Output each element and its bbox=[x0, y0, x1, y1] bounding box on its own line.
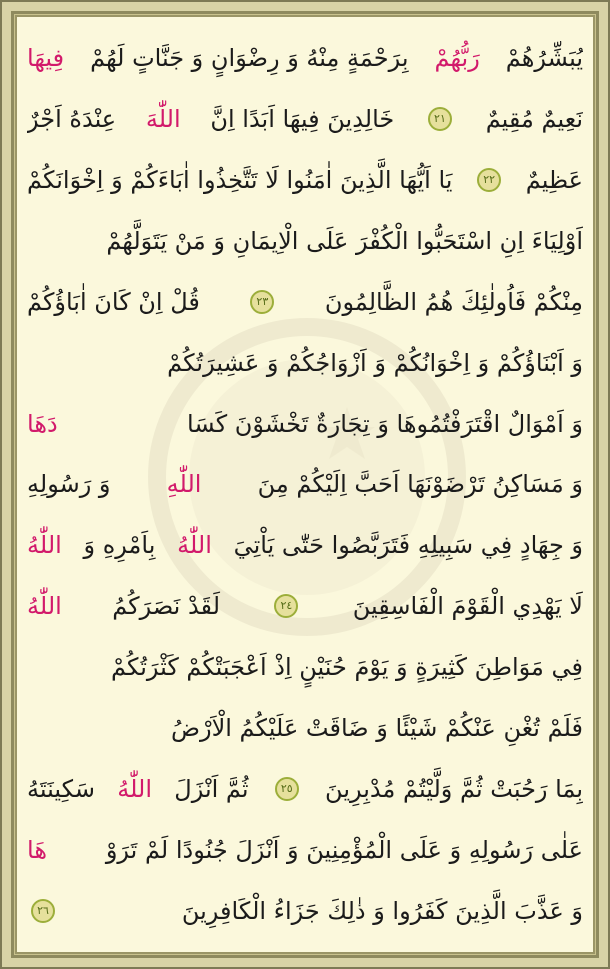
text-segment: وَ اَبْنَاؤُكُمْ وَ اِخْوَانُكُمْ وَ اَزْوَاجُكُمْ وَ عَشِيرَتُكُمْ bbox=[167, 348, 583, 377]
text-segment: اَوْلِيَاءَ اِنِ اسْتَحَبُّوا الْكُفْرَ عَلَى الْاِيمَانِ وَ مَنْ يَتَوَلَّهُمْ bbox=[106, 226, 583, 255]
text-segment: نَعِيمٌ مُقِيمٌ bbox=[485, 104, 583, 133]
text-line bbox=[27, 577, 583, 635]
text-lines bbox=[27, 29, 583, 940]
text-segment: فِي مَوَاطِنَ كَثِيرَةٍ وَ يَوْمَ حُنَيْنٍ اِذْ اَعْجَبَتْكُمْ كَثْرَتُكُمْ bbox=[110, 653, 583, 682]
text-line bbox=[27, 760, 583, 818]
text-segment: بِمَا رَحُبَتْ ثُمَّ وَلَّيْتُمْ مُدْبِرِينَ bbox=[325, 775, 583, 804]
text-segment: وَ مَسَاكِنُ تَرْضَوْنَهَا اَحَبَّ اِلَيْكُمْ مِنَ bbox=[257, 470, 583, 499]
highlighted-word: هَا bbox=[27, 835, 47, 864]
text-segment: خَالِدِينَ فِيهَا اَبَدًا اِنَّ bbox=[210, 104, 395, 133]
text-segment: وَ رَسُولِهِ bbox=[27, 470, 111, 499]
text-line bbox=[27, 395, 583, 453]
ayah-number-marker: ٢٣ bbox=[250, 290, 274, 314]
text-segment: وَ جِهَادٍ فِي سَبِيلِهِ فَتَرَبَّصُوا حَتّٰى يَاْتِيَ bbox=[233, 531, 583, 560]
ayah-number-marker: ٢٤ bbox=[274, 594, 298, 618]
text-segment: يَا اَيُّهَا الَّذِينَ اٰمَنُوا لَا تَتَّخِذُوا اٰبَاءَكُمْ وَ اِخْوَانَكُمْ bbox=[27, 165, 453, 194]
text-line bbox=[27, 334, 583, 392]
highlighted-word: اللّٰهُ bbox=[117, 775, 153, 804]
highlighted-word: اللّٰهُ bbox=[27, 592, 62, 621]
text-segment: سَكِينَتَهُ bbox=[27, 775, 95, 804]
text-segment: عَظِيمٌ bbox=[525, 165, 583, 194]
text-line bbox=[27, 90, 583, 148]
text-segment: عِنْدَهُ اَجْرٌ bbox=[27, 104, 117, 133]
text-segment: ثُمَّ اَنْزَلَ bbox=[174, 775, 249, 804]
text-segment: يُبَشِّرُهُمْ bbox=[505, 44, 583, 72]
text-segment: وَ اَمْوَالٌ اقْتَرَفْتُمُوهَا وَ تِجَارَةٌ تَخْشَوْنَ كَسَا bbox=[187, 409, 583, 438]
ayah-number-marker: ٢٦ bbox=[31, 899, 55, 923]
highlighted-word: اللّٰهِ bbox=[166, 470, 202, 499]
text-segment: قُلْ اِنْ كَانَ اٰبَاؤُكُمْ bbox=[27, 287, 200, 316]
ayah-number-marker: ٢١ bbox=[428, 107, 452, 131]
text-segment: عَلٰى رَسُولِهِ وَ عَلَى الْمُؤْمِنِينَ وَ اَنْزَلَ جُنُودًا لَمْ تَرَوْ bbox=[105, 835, 583, 864]
text-segment: فَلَمْ تُغْنِ عَنْكُمْ شَيْئًا وَ ضَاقَتْ عَلَيْكُمُ الْاَرْضُ bbox=[170, 714, 583, 743]
highlighted-word: رَبُّهُمْ bbox=[434, 44, 480, 72]
text-segment: بِاَمْرِهِ وَ bbox=[83, 531, 156, 560]
text-line bbox=[27, 273, 583, 331]
text-line bbox=[27, 455, 583, 513]
highlighted-word: اللّٰهُ bbox=[177, 531, 212, 560]
text-segment: مِنْكُمْ فَاُولٰئِكَ هُمُ الظَّالِمُونَ bbox=[324, 287, 583, 316]
highlighted-word: دَهَا bbox=[27, 409, 58, 438]
text-segment: بِرَحْمَةٍ مِنْهُ وَ رِضْوَانٍ وَ جَنَّاتٍ لَهُمْ bbox=[90, 44, 409, 72]
text-segment: لَا يَهْدِي الْقَوْمَ الْفَاسِقِينَ bbox=[352, 592, 583, 621]
highlighted-word: اللّٰهَ bbox=[145, 104, 181, 133]
text-line bbox=[27, 212, 583, 270]
text-line bbox=[27, 29, 583, 87]
highlighted-word: اللّٰهُ bbox=[27, 531, 62, 560]
ayah-number-marker: ٢٢ bbox=[477, 168, 501, 192]
text-line bbox=[27, 699, 583, 757]
text-segment: لَقَدْ نَصَرَكُمُ bbox=[112, 592, 220, 621]
ayah-number-marker: ٢٥ bbox=[275, 777, 299, 801]
text-line bbox=[27, 516, 583, 574]
text-line bbox=[27, 821, 583, 879]
text-line bbox=[27, 882, 583, 940]
text-segment: وَ عَذَّبَ الَّذِينَ كَفَرُوا وَ ذٰلِكَ جَزَاءُ الْكَافِرِينَ bbox=[181, 896, 583, 925]
text-line bbox=[27, 638, 583, 696]
text-page bbox=[15, 15, 595, 954]
text-line bbox=[27, 151, 583, 209]
highlighted-word: فِيهَا bbox=[27, 44, 65, 72]
